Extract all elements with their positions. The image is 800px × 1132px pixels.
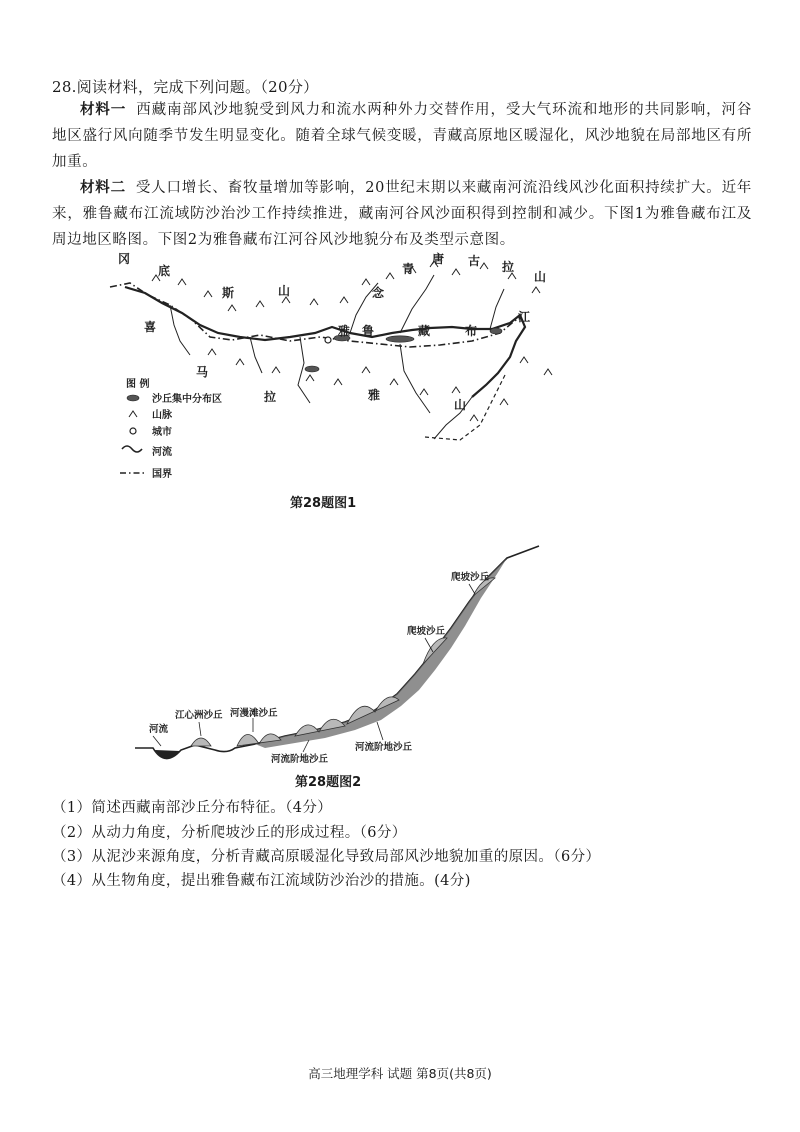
map-legend (120, 377, 222, 480)
legend-item-river: 河流 (152, 447, 172, 458)
legend-item-mountain: 山脉 (152, 410, 172, 421)
mountain-icon (310, 299, 318, 305)
sub-question-4: （4）从生物角度，提出雅鲁藏布江流域防沙治沙的措施。(4分) (52, 873, 471, 889)
label-terrace-dune-2: 河流阶地沙丘 (355, 742, 413, 753)
map-label: 马 (196, 365, 209, 379)
map-label: 布 (465, 324, 478, 338)
map-label: 江 (518, 310, 531, 324)
map-label: 念 (372, 286, 385, 300)
label-river: 河流 (149, 724, 169, 735)
dune-area (305, 366, 319, 372)
figure-2-profile (135, 540, 545, 770)
legend-dune-symbol (127, 395, 139, 401)
label-terrace-dune-1: 河流阶地沙丘 (271, 754, 329, 765)
label-floodplain-dune: 河漫滩沙丘 (230, 708, 278, 719)
legend-item-border: 国界 (152, 469, 172, 480)
legend-city-icon (130, 428, 136, 434)
map-label: 雅 (338, 324, 351, 338)
mountain-icon (532, 287, 540, 293)
legend-river-icon (122, 446, 142, 452)
legend-mountain-icon (129, 411, 137, 417)
slope-shading (255, 558, 507, 748)
leader-line (377, 722, 383, 740)
mountain-icon (520, 357, 528, 363)
map-label: 拉 (264, 390, 277, 404)
city-marker (325, 337, 331, 343)
material-one-paragraph (52, 97, 752, 175)
mountain-icon (470, 415, 478, 421)
mountain-icon (208, 349, 216, 355)
yarlung-river (125, 287, 525, 397)
legend-item-city: 城市 (152, 427, 172, 438)
mountain-icon (204, 291, 212, 297)
label-climbing-dune-1: 爬坡沙丘 (407, 626, 446, 637)
mountain-icon (386, 273, 394, 279)
mountain-icon (362, 279, 370, 285)
material-two-text: 受人口增长、畜牧量增加等影响，20世纪末期以来藏南河流沿线风沙化面积持续扩大。近年来，雅鲁藏布江流域防沙治沙工作持续推进，藏南河谷风沙面积得到控制和减少。下图1为雅鲁藏布江及周边地区略图。下图2为雅鲁藏布江河谷风沙地貌分布及类型示意图。 (52, 180, 752, 248)
leader-line (153, 736, 161, 746)
map-label: 青 (402, 262, 415, 276)
sub-question-1: （1）简述西藏南部沙丘分布特征。（4分） (52, 800, 333, 816)
map-label: 古 (468, 254, 481, 268)
mountain-icon (178, 279, 186, 285)
material-one-text: 西藏南部风沙地貌受到风力和流水两种外力交替作用，受大气环流和地形的共同影响，河谷地区盛行风向随季节发生明显变化。随着全球气候变暖，青藏高原地区暖湿化，风沙地貌在局部地区有所加重。 (52, 102, 752, 170)
tributary-river (250, 337, 262, 373)
map-label: 喜 (144, 320, 157, 334)
mountain-icon (306, 375, 314, 381)
page-footer: 高三地理学科 试题 第8页(共8页) (308, 1066, 492, 1081)
mountain-icon (340, 297, 348, 303)
map-label: 山 (534, 270, 547, 284)
legend-title: 图 例 (126, 379, 150, 390)
map-label: 底 (158, 264, 171, 278)
map-label: 山 (278, 284, 291, 298)
material-one-label: 材料一 (80, 101, 127, 118)
map-label: 鲁 (362, 324, 375, 338)
material-two-label: 材料二 (80, 179, 126, 196)
mountain-icon (236, 359, 244, 365)
sub-question-2: （2）从动力角度，分析爬坡沙丘的形成过程。（6分） (52, 825, 407, 841)
tributary-river (434, 397, 472, 439)
island-dune (191, 738, 211, 746)
material-two-paragraph (52, 175, 752, 253)
dune-area (490, 328, 502, 334)
label-island-dune: 江心洲沙丘 (175, 710, 223, 721)
label-climbing-dune-2: 爬坡沙丘 (451, 572, 490, 583)
river-water (155, 750, 180, 759)
map-label: 山 (454, 398, 467, 412)
mountain-icon (256, 301, 264, 307)
legend-item-dune: 沙丘集中分布区 (152, 394, 222, 405)
leader-line (199, 722, 201, 736)
sub-question-3: （3）从泥沙来源角度，分析青藏高原暖湿化导致局部风沙地貌加重的原因。（6分） (52, 849, 601, 865)
tributary-river (490, 289, 504, 329)
mountain-icon (334, 379, 342, 385)
leader-line (469, 584, 475, 594)
figure-1-caption: 第28题图1 (290, 496, 357, 511)
mountain-icon (544, 369, 552, 375)
map-label: 冈 (118, 252, 131, 266)
figure-1-map (100, 245, 570, 490)
mountain-icon (452, 387, 460, 393)
mountain-icon (272, 367, 280, 373)
map-label: 唐 (432, 252, 445, 266)
mountain-icon (390, 379, 398, 385)
leader-line (303, 740, 309, 752)
mountain-icon (452, 269, 460, 275)
mountain-icon (480, 263, 488, 269)
figure-2-caption: 第28题图2 (295, 775, 362, 790)
map-label: 拉 (502, 260, 515, 274)
mountain-icon (420, 389, 428, 395)
dune-area (386, 336, 414, 342)
mountain-icon (362, 367, 370, 373)
map-label: 藏 (418, 324, 431, 338)
map-label: 雅 (368, 388, 381, 402)
mountain-icon (228, 305, 236, 311)
question-header: 28.阅读材料，完成下列问题。（20分） (52, 78, 319, 96)
tributary-river (400, 344, 430, 413)
map-label: 斯 (222, 286, 235, 300)
mountain-icon (500, 399, 508, 405)
